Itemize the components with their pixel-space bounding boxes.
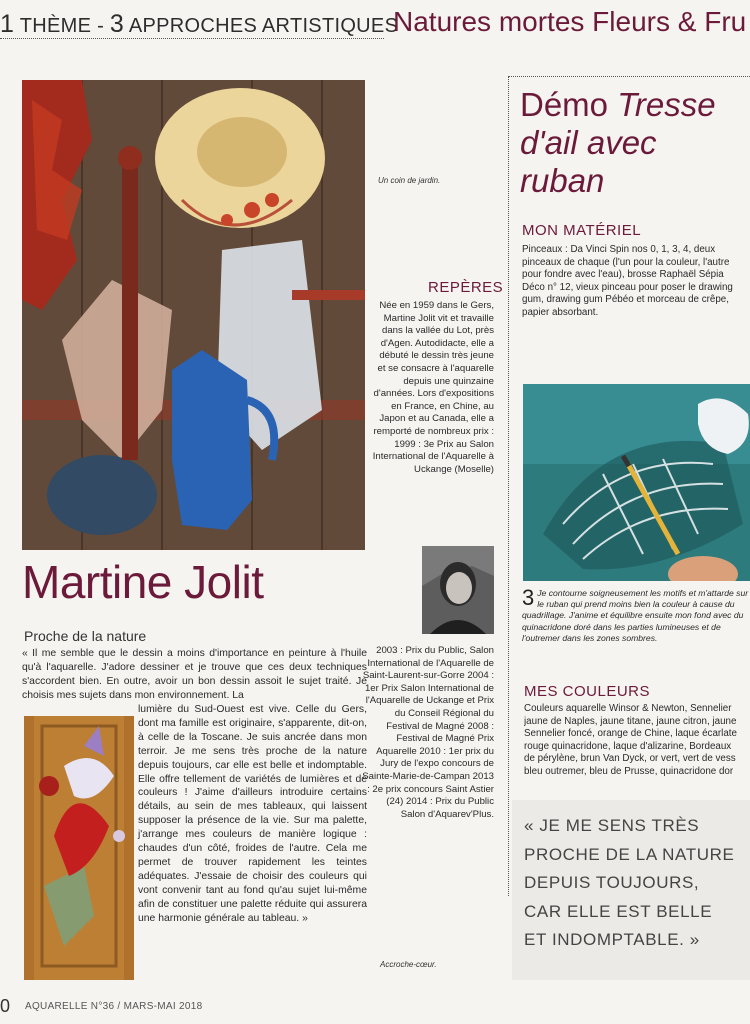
section-number: 1: [0, 10, 15, 38]
couleurs-heading: MES COULEURS: [524, 683, 651, 700]
section-label: [0, 10, 398, 39]
section-number-2: 3: [109, 10, 125, 38]
topic-subtitle: Fleurs & Fru: [584, 6, 747, 37]
demo-title-prefix: Démo: [520, 86, 618, 123]
page-footer: [0, 996, 750, 1024]
caption-coin-de-jardin: Un coin de jardin.: [378, 176, 441, 185]
page-number: 0: [0, 996, 11, 1016]
artist-name: Martine Jolit: [22, 556, 264, 608]
caption-accroche-coeur: Accroche-cœur.: [380, 960, 437, 969]
artist-portrait: [422, 546, 494, 634]
header-divider: [0, 38, 384, 39]
demo-title: [520, 86, 750, 200]
demo-title-subject: Tresse d'ail avec ruban: [520, 86, 716, 199]
couleurs-text: Couleurs aquarelle Winsor & Newton, Sennelier jaune de Naples, jaune titane, jaune citron, jaune Sennelier foncé, orange de Chine, laque écarlate rouge quinacridone, laque d'alizarine, Bordeaux de pérylène, brun Van Dyck, or vert, vert de vess bleu outremer, bleu de Prusse, quinacridone dor: [524, 703, 737, 777]
pull-quote: « JE ME SENS TRÈS PROCHE DE LA NATURE DEPUIS TOUJOURS, CAR ELLE EST BELLE ET INDOMPTABLE. »: [524, 816, 735, 949]
painting-accroche-coeur: [24, 716, 134, 980]
step-text: Je contourne soigneusement les motifs et m'attarde sur le ruban qui prend moins bien la couleur à cause du quadrillage. J'anime et équilibre ensuite mon fond avec du quinacridone doré dans les parties lumineuses et de l'outremer dans les zones sombres.: [522, 588, 749, 643]
article-subtitle: Proche de la nature: [24, 628, 147, 644]
section-label-b: APPROCHES ARTISTIQUES: [124, 15, 399, 37]
page-header: [0, 0, 750, 44]
section-label-a: THÈME -: [19, 15, 110, 37]
step-number: 3: [522, 585, 535, 610]
article-paragraph-2: lumière du Sud-Ouest est vive. Celle du Gers, dont ma famille est originaire, s'apparente, dit-on, à celle de la Toscane. Je suis ancrée dans mon terroir. Je me sens très proche de la nature depuis toujours, car elle est belle et indomptable. Elle offre tellement de variétés de lumières et de couleurs ! J'aime d'ailleurs introduire certains détails, au sein de mes tableaux, qui laissent supposer la présence de la vie. Sur ma palette, j'arrange mes couleurs de manière logique : chaudes d'un côté, froides de l'autre. Cela me permet de trouver rapidement les teintes adéquates. J'essaie de choisir des couleurs qui vont convenir tant au fond qu'au sujet lui-même afin de constituer une palette réduite qui assurera une harmonie générale au tableau. »: [138, 704, 367, 924]
demo-step-photo: [523, 384, 750, 581]
reperes-bio: Née en 1959 dans le Gers, Martine Jolit vit et travaille dans la vallée du Lot, près d'Agen. Autodidacte, elle a débuté le dessin très jeune et se consacre à l'aquarelle depuis une quinzaine d'années. Lors d'expositions en France, en Chine, au Japon et au Canada, elle a remporté de nombreux prix : 1999 : 3e Prix au Salon International de l'Aquarelle à Uckange (Moselle): [372, 300, 494, 475]
materiel-text: Pinceaux : Da Vinci Spin nos 0, 1, 3, 4, deux pinceaux de chaque (l'un pour la couleur, l'autre pour fondre avec l'eau), brosse Raphaël Sépia Déco n° 12, vieux pinceau pour poser le drawing gum, drawing gum Pébéo et morceau de crêpe, papier absorbant.: [522, 244, 733, 318]
reperes-awards: 2003 : Prix du Public, Salon International de l'Aquarelle de Saint-Laurent-sur-Gorre 2004 : 1er Prix Salon International de l'Aquarelle de Uckange et Prix du Conseil Régional du Festival de Magné 2008 : Festival de Magné Prix Aquarelle 2010 : 1er prix du Jury de l'expo concours de Sainte-Marie-de-Campan 2013 : 2e prix concours Saint Astier (24) 2014 : Prix du Public Salon d'Aquarev'Plus.: [362, 645, 494, 820]
topic-title: Natures mortes: [393, 6, 585, 37]
painting-coin-de-jardin: [22, 80, 365, 550]
reperes-heading: REPÈRES: [428, 279, 504, 296]
magazine-issue: AQUARELLE N°36 / MARS-MAI 2018: [25, 1001, 203, 1012]
article-paragraph-1: « Il me semble que le dessin a moins d'importance en peinture à l'huile qu'à l'aquarelle. J'adore dessiner et je trouve que ces deux techniques s'accordent bien. En outre, avoir un bon dessin assoit le sujet traité. Je choisis mes sujets dans mon environnement. La: [22, 648, 367, 701]
section-topic: [393, 6, 746, 38]
demo-step-3: [522, 585, 750, 644]
materiel-heading: MON MATÉRIEL: [522, 222, 642, 239]
